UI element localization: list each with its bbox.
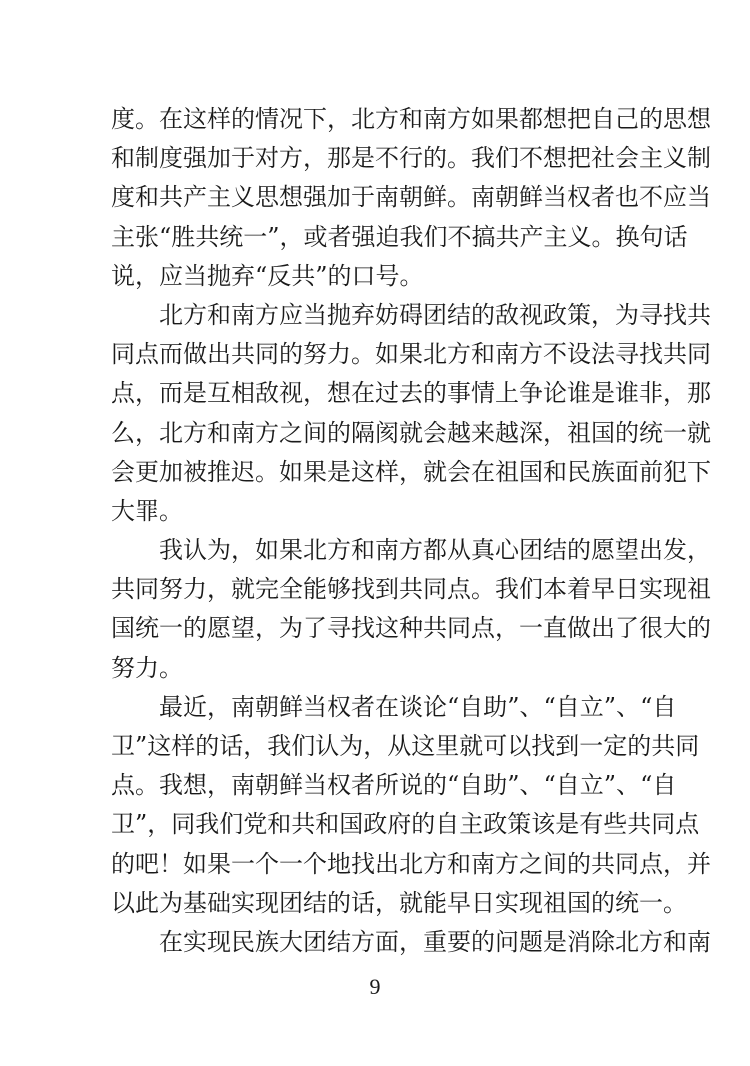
- paragraph-first-line: 北方和南方应当抛弃妨碍团结的敌视政策，为寻找共: [159, 300, 711, 329]
- text-line: 度和共产主义思想强加于南朝鲜。南朝鲜当权者也不应当: [111, 183, 711, 212]
- text-line: 共同努力，就完全能够找到共同点。我们本着早日实现祖: [111, 575, 711, 604]
- paragraph-first-line: 最近，南朝鲜当权者在谈论“自助”、“自立”、“自: [159, 692, 677, 721]
- text-line: 大罪。: [111, 496, 183, 525]
- text-line: 度。在这样的情况下，北方和南方如果都想把自己的思想: [111, 105, 711, 133]
- text-line: 和制度强加于对方，那是不行的。我们不想把社会主义制: [111, 144, 711, 173]
- text-line: 卫”，同我们党和共和国政府的自主政策该是有些共同点: [111, 810, 700, 839]
- text-line: 的吧！如果一个一个地找出北方和南方之间的共同点，并: [111, 849, 711, 878]
- page-number: 9: [369, 974, 381, 999]
- text-line: 会更加被推迟。如果是这样，就会在祖国和民族面前犯下: [111, 457, 711, 486]
- text-line: 点。我想，南朝鲜当权者所说的“自助”、“自立”、“自: [111, 771, 677, 800]
- text-line: 卫”这样的话，我们认为，从这里就可以找到一定的共同: [111, 732, 700, 760]
- text-line: 以此为基础实现团结的话，就能早日实现祖国的统一。: [111, 888, 687, 917]
- paragraph-first-line: 在实现民族大团结方面，重要的问题是消除北方和南: [159, 927, 711, 956]
- text-line: 主张“胜共统一”，或者强迫我们不搞共产主义。换句话: [111, 222, 688, 251]
- text-line: 国统一的愿望，为了寻找这种共同点，一直做出了很大的: [111, 614, 711, 643]
- text-line: 说，应当抛弃“反共”的口号。: [111, 261, 424, 290]
- text-line: 努力。: [111, 653, 183, 682]
- text-line: 么，北方和南方之间的隔阂就会越来越深，祖国的统一就: [111, 418, 711, 447]
- body-text: [111, 100, 711, 962]
- paragraph-first-line: 我认为，如果北方和南方都从真心团结的愿望出发，: [159, 536, 711, 565]
- text-line: 同点而做出共同的努力。如果北方和南方不设法寻找共同: [111, 340, 711, 369]
- text-line: 点，而是互相敌视，想在过去的事情上争论谁是谁非，那: [111, 379, 711, 408]
